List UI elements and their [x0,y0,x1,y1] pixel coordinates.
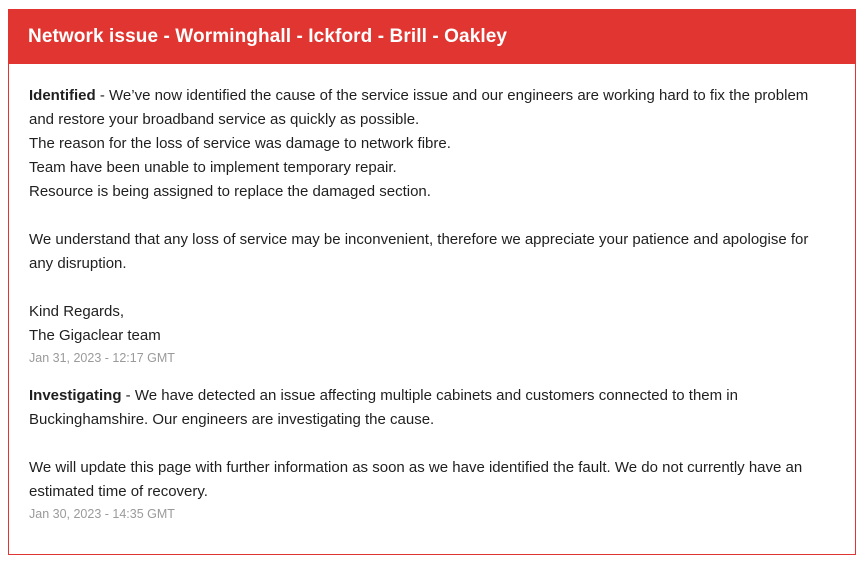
incident-title: Network issue - Worminghall - Ickford - Brill - Oakley [28,26,508,47]
update-investigating [29,384,835,523]
update-timestamp: Jan 30, 2023 - 14:35 GMT [29,507,175,521]
incident-body [9,64,855,523]
update-line: - We’ve now identified the cause of the service issue and our engineers are working hard to fix the problem and restore your broadband service as quickly as possible. [29,87,809,128]
update-text [29,384,835,432]
update-identified [29,84,835,367]
update-text [29,84,835,132]
signoff-greeting: Kind Regards, [29,303,125,320]
update-line: The reason for the loss of service was damage to network fibre. [29,135,451,152]
update-paragraph: We will update this page with further information as soon as we have identified the fault. We do not currently have an estimated time of recovery. [29,459,803,500]
update-timestamp: Jan 31, 2023 - 12:17 GMT [29,351,175,365]
status-label: Investigating [29,387,122,404]
signoff-team: The Gigaclear team [29,327,161,344]
incident-card [8,9,856,555]
update-paragraph: We understand that any loss of service may be inconvenient, therefore we appreciate your patience and apologise for any disruption. [29,231,809,272]
update-line: - We have detected an issue affecting multiple cabinets and customers connected to them in Buckinghamshire. Our engineers are investigating the cause. [29,387,738,428]
incident-header [9,10,855,64]
update-line: Resource is being assigned to replace the damaged section. [29,183,431,200]
update-line: Team have been unable to implement temporary repair. [29,159,397,176]
status-label: Identified [29,87,96,104]
